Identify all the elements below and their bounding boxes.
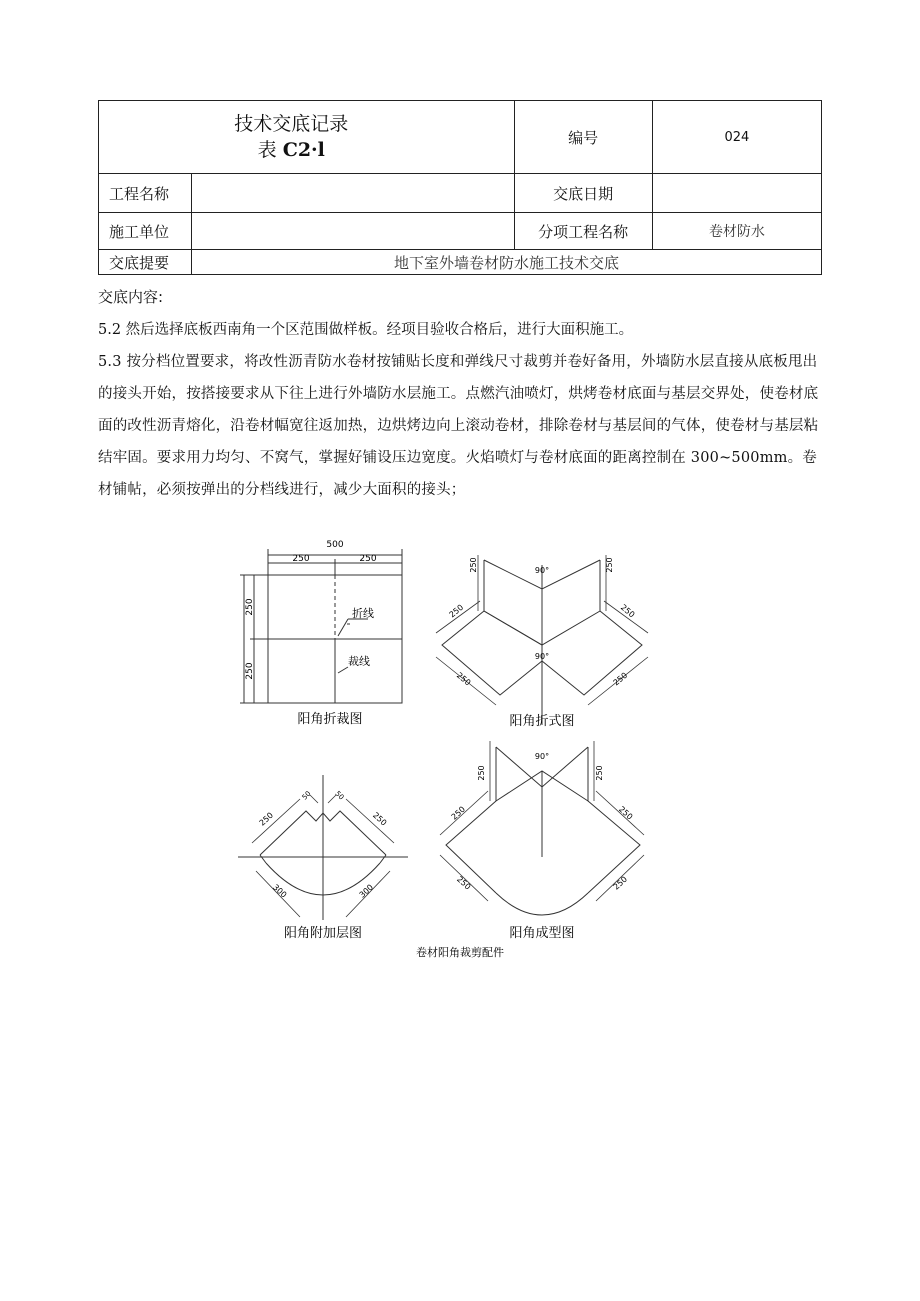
fig4-dim-lower-left: 250 [454,874,473,892]
fig2-angle-top: 90° [534,566,550,575]
fig3-dim-small-left: 50 [300,789,313,802]
fig3-dim-small-right: 50 [333,789,346,802]
form-code-value: C2·l [282,139,325,161]
fig1-cut-label: 裁线 [348,655,370,668]
fig3-dim-right: 250 [370,810,389,828]
project-name-value [192,174,514,213]
fig4-dim-upper-left: 250 [449,804,468,822]
fig3-dim-lower-left: 300 [270,882,289,900]
corner-cut-figures [230,525,670,965]
fig1-caption: 阳角折裁图 [297,712,363,727]
number-label: 编号 [514,101,652,174]
fig4-dim-left-vert: 250 [477,765,486,781]
fig4-dim-upper-right: 250 [616,804,635,822]
paragraph-5-2: 5.2 然后选择底板西南角一个区范围做样板。经项目验收合格后，进行大面积施工。 [98,322,634,338]
date-value [652,174,821,213]
subitem-value: 卷材防水 [652,213,821,250]
fig1-fold-label: 折线 [352,607,374,620]
figure-2-drawing [436,555,648,725]
builder-label: 施工单位 [99,213,192,250]
figure-4-drawing [440,741,644,915]
fig3-dim-left: 250 [257,810,276,828]
fig2-dim-right-vert: 250 [605,557,614,573]
fig2-angle-mid: 90° [534,652,550,661]
subitem-label: 分项工程名称 [514,213,652,250]
fig4-dim-right-vert: 250 [595,765,604,781]
record-title: 技术交底记录 [234,113,349,135]
form-code-prefix: 表 [257,139,277,161]
figure-1-drawing [240,549,402,703]
fig4-angle: 90° [534,752,550,761]
record-header-table [98,100,822,275]
fig3-dim-lower-right: 300 [357,882,376,900]
fig2-caption: 阳角折式图 [509,714,575,729]
fig2-dim-upper-left: 250 [447,602,466,620]
figure-group-caption: 卷材阳角裁剪配件 [416,946,504,959]
paragraph-5-3: 5.3 按分档位置要求，将改性沥青防水卷材按铺贴长度和弹线尺寸裁剪并卷好备用，外墙防水层直接从底板甩出的接头开始，按搭接要求从下往上进行外墙防水层施工。点燃汽油喷灯，烘烤卷材底面与基层交界处，使卷材底面的改性沥青熔化，沿卷材幅宽往返加热，边烘烤边向上滚动卷材，排除卷材与基层间的气体，使卷材与基层粘结牢固。要求用力均匀、不窝气，掌握好铺设压边宽度。火焰喷灯与卷材底面的距离控制在 300~500mm。卷材铺帖，必须按弹出的分档线进行，减少大面积的接头； [98,354,819,498]
fig1-dim-total: 500 [326,540,344,550]
fig1-dim-top-left: 250 [292,554,310,564]
fig4-dim-lower-right: 250 [611,874,630,892]
project-name-label: 工程名称 [99,174,192,213]
fig1-dim-left-upper: 250 [245,598,255,616]
content-label: 交底内容: [98,288,164,306]
title-cell [99,101,515,174]
builder-value [192,213,514,250]
fig3-caption: 阳角附加层图 [283,926,363,941]
summary-label: 交底提要 [99,250,192,275]
fig2-dim-lower-right: 250 [611,670,630,688]
fig2-dim-left-vert: 250 [469,557,478,573]
fig4-caption: 阳角成型图 [509,926,575,941]
fig1-dim-left-lower: 250 [245,662,255,680]
fig1-dim-top-right: 250 [359,554,377,564]
fig2-dim-lower-left: 250 [454,670,473,688]
date-label: 交底日期 [514,174,652,213]
figure-3-drawing [238,775,408,920]
content-section [98,284,828,506]
number-value: 024 [652,101,821,174]
form-code [69,137,514,163]
fig2-dim-upper-right: 250 [618,602,637,620]
summary-value: 地下室外墙卷材防水施工技术交底 [192,250,822,275]
